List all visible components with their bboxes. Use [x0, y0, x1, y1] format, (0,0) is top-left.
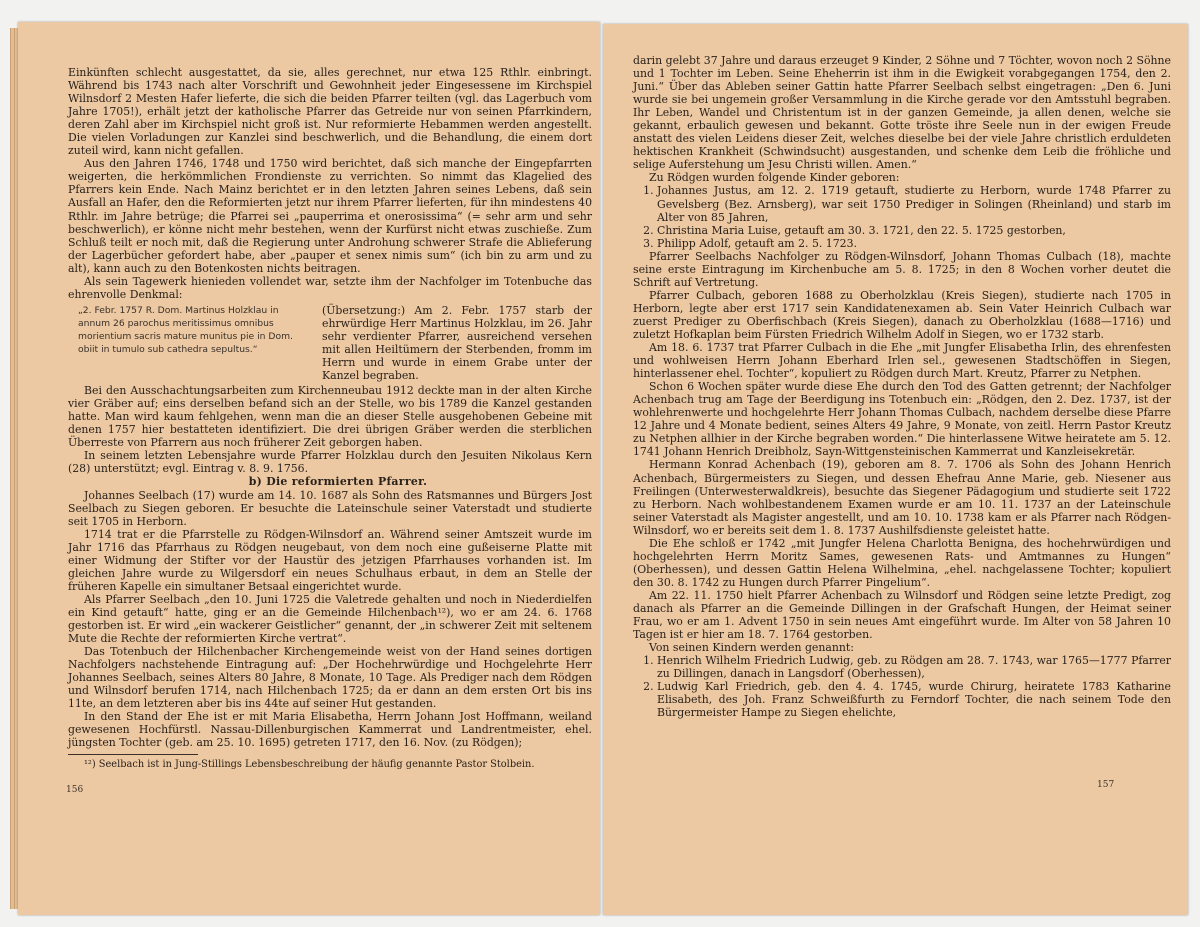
paragraph: In seinem letzten Lebensjahre wurde Pfarrer Holzklau durch den Jesuiten Nikolaus Kern (28) unterstützt; evgl. Eintrag v. 8. 9. 1756.: [68, 449, 592, 476]
paragraph: Hermann Konrad Achenbach (19), geboren am 8. 7. 1706 als Sohn des Johann Henrich Achenbach, Bürgermeisters zu Siegen, und dessen Ehefrau Anne Marie, geb. Niesener aus Freilingen (Unterwesterwaldkreis), besuchte das Siegener Pädagogium und studierte seit 1722 zu Herborn. Nach wohlbestandenem Examen wurde er am 10. 11. 1737 an der Lateinschule seiner Vaterstadt als Magister angestellt, und am 10. 10. 1738 kam er als Pfarrer nach Rödgen-Wilnsdorf, wo er bereits seit dem 1. 8. 1737 Aushilfsdienste geleistet hatte.: [633, 458, 1171, 537]
list-item: 3. Philipp Adolf, getauft am 2. 5. 1723.: [657, 237, 1171, 250]
children-list: [633, 654, 1171, 719]
paragraph: Pfarrer Seelbachs Nachfolger zu Rödgen-Wilnsdorf, Johann Thomas Culbach (18), machte seine erste Eintragung im Kirchenbuche am 5. 8. 1725; in den 8 Wochen vorher deutet die Schrift auf Vertretung.: [633, 249, 1171, 289]
paragraph: Die Ehe schloß er 1742 „mit Jungfer Helena Charlotta Benigna, des hochehrwürdigen und hochgelehrten Herrn Moritz Sames, gewesenen Rats- und Amtmannes zu Hungen“ (Oberhessen), und dessen Gattin Helena Wilhelmina, „ehel. nachgelassene Tochter; kopuliert den 30. 8. 1742 zu Hungen durch Pfarrer Pingelium“.: [633, 536, 1171, 589]
paragraph: In den Stand der Ehe ist er mit Maria Elisabetha, Herrn Johann Jost Hoffmann, weiland gewesenen Hochfürstl. Nassau-Dillenburgischen Kammerrat und Landrentmeister, ehel. jüngsten Tochter (geb. am 25. 10. 1695) getreten 1717, den 16. Nov. (zu Rödgen);: [68, 710, 592, 750]
paragraph: Als sein Tagewerk hienieden vollendet war, setzte ihm der Nachfolger im Totenbuche das ehrenvolle Denkmal:: [68, 274, 592, 301]
german-translation: (Übersetzung:) Am 2. Febr. 1757 starb der ehrwürdige Herr Martinus Holzklau, im 26. Jahr sehr verdienter Pfarrer, ausreichend versehen mit allen Heiltümern der Sterbenden, fromm im Herrn und wurde in einem Grabe unter der Kanzel begraben.: [322, 303, 592, 383]
footnote-rule: [68, 754, 198, 755]
paragraph: darin gelebt 37 Jahre und daraus erzeuget 9 Kinder, 2 Söhne und 7 Töchter, wovon noch 2 Söhne und 1 Tochter im Leben. Seine Eheherrin ist ihm in die Ewigkeit vorabgegangen 1754, den 2. Juni.“ Über das Ableben seiner Gattin hatte Pfarrer Seelbach selbst eingetragen: „Den 6. Juni wurde sie bei ungemein großer Versammlung in die Kirche gerade vor den Amtsstuhl begraben. Ihr Leben, Wandel und Christentum ist in der ganzen Gemeinde, ja allen denen, welche sie gekannt, erbaulich gewesen und bekannt. Gotte tröste ihre Seele nun in der ewigen Freude anstatt des vielen Leidens dieser Zeit, welches dieselbe bei der viele Jahre christlich erduldeten hektischen Krankheit (Schwindsucht) ausgestanden, und schenke dem Leib die fröhliche und selige Auferstehung um Jesu Christi willen. Amen.“: [633, 54, 1171, 172]
section-heading: b) Die reformierten Pfarrer.: [248, 475, 428, 489]
page-number-right: 157: [1097, 780, 1115, 790]
list-item: 1. Henrich Wilhelm Friedrich Ludwig, geb. zu Rödgen am 28. 7. 1743, war 1765—1777 Pfarrer zu Dillingen, danach in Langsdorf (Oberhessen),: [657, 654, 1171, 680]
paragraph: 1714 trat er die Pfarrstelle zu Rödgen-Wilnsdorf an. Während seiner Amtszeit wurde im Jahr 1716 das Pfarrhaus zu Rödgen neugebaut, von dem noch eine gußeiserne Platte mit einer Widmung der Stifter vor der Haustür des jetzigen Pfarrhauses vorhanden ist. Im gleichen Jahre wurde zu Wilgersdorf ein neues Schulhaus erbaut, in dem an Stelle der früheren Kapelle ein simultaner Betsaal eingerichtet wurde.: [68, 527, 592, 593]
paragraph: Von seinen Kindern werden genannt:: [649, 641, 854, 655]
latin-epitaph: „2. Febr. 1757 R. Dom. Martinus Holzklau in annum 26 parochus meritissimus omnibus morientium sacris mature munitus pie in Dom. obiit in tumulo sub cathedra sepultus.“: [78, 304, 293, 355]
paragraph: Pfarrer Culbach, geboren 1688 zu Oberholzklau (Kreis Siegen), studierte nach 1705 in Herborn, legte aber erst 1717 sein Kandidatenexamen ab. Sein Vater Heinrich Culbach war zuerst Prediger zu Oberfischbach (Kreis Siegen), danach zu Oberholzklau (1688—1716) und zuletzt Hofkaplan beim Fürsten Friedrich Wilhelm Adolf in Siegen, wo er 1732 starb.: [633, 288, 1171, 341]
paragraph: Zu Rödgen wurden folgende Kinder geboren:: [649, 171, 900, 185]
left-text-column: [68, 66, 592, 771]
epitaph-block: [68, 304, 592, 382]
list-item: 1. Johannes Justus, am 12. 2. 1719 getauft, studierte zu Herborn, wurde 1748 Pfarrer zu Gevelsberg (Bez. Arnsberg), war seit 1750 Prediger in Solingen (Rheinland) und starb im Alter von 85 Jahren,: [657, 184, 1171, 223]
paragraph: Am 18. 6. 1737 trat Pfarrer Culbach in die Ehe „mit Jungfer Elisabetha Irlin, des ehrenfesten und wohlweisen Herrn Johann Eberhard Irlen sel., gewesenen Stadtschöffen in Siegen, hinterlassener ehel. Tochter“, kopuliert zu Rödgen durch Mart. Kreutz, Pfarrer zu Netphen.: [633, 341, 1171, 381]
list-item: 2. Ludwig Karl Friedrich, geb. den 4. 4. 1745, wurde Chirurg, heiratete 1783 Katharine Elisabeth, des Joh. Franz Schweißfurth zu Ferndorf Tochter, die nach seinem Tode den Bürgermeister Hampe zu Siegen ehelichte,: [657, 680, 1171, 719]
paragraph: Schon 6 Wochen später wurde diese Ehe durch den Tod des Gatten getrennt; der Nachfolger Achenbach trug am Tage der Beerdigung ins Totenbuch ein: „Rödgen, den 2. Dez. 1737, ist der wohlehrenwerte und hochgelehrte Herr Johann Thomas Culbach, nachdem derselbe diese Pfarre 12 Jahre und 4 Monate bedient, seines Alters 49 Jahre, 9 Monate, von zeitl. Herrn Pastor Kreutz zu Netphen allhier in der Kirche begraben worden.“ Die hinterlassene Witwe heiratete am 5. 12. 1741 Johann Henrich Dreibholz, Sayn-Wittgensteinischen Kammerrat und Kanzleisekretär.: [633, 380, 1171, 459]
footnote: ¹²) Seelbach ist in Jung-Stillings Lebensbeschreibung der häufig genannte Pastor Stolbein.: [84, 759, 535, 771]
paragraph: Das Totenbuch der Hilchenbacher Kirchengemeinde weist von der Hand seines dortigen Nachfolgers nachstehende Eintragung auf: „Der Hochehrwürdige und Hochgelehrte Herr Johannes Seelbach, seines Alters 80 Jahre, 8 Monate, 10 Tage. Als Prediger nach dem Rödgen und Wilnsdorf berufen 1714, nach Hilchenbach 1725; da er dann an dem ersten Ort bis ins 11te, an dem letzteren aber bis ins 44te auf seiner Hut gestanden.: [68, 645, 592, 711]
list-item: 2. Christina Maria Luise, getauft am 30. 3. 1721, den 22. 5. 1725 gestorben,: [657, 224, 1171, 237]
paragraph: Bei den Ausschachtungsarbeiten zum Kirchenneubau 1912 deckte man in der alten Kirche vier Gräber auf; eins derselben befand sich an der Stelle, wo bis 1789 die Kanzel gestanden hatte. Man wird kaum fehlgehen, wenn man die an dieser Stelle ausgehobenen Gebeine mit denen 1757 hier bestatteten identifiziert. Die drei übrigen Gräber werden die sterblichen Überreste von Pfarrern aus noch früherer Zeit geborgen haben.: [68, 384, 592, 450]
paragraph: Johannes Seelbach (17) wurde am 14. 10. 1687 als Sohn des Ratsmannes und Bürgers Jost Seelbach zu Siegen geboren. Er besuchte die Lateinschule seiner Vaterstadt und studierte seit 1705 in Herborn.: [68, 488, 592, 528]
paragraph: Aus den Jahren 1746, 1748 und 1750 wird berichtet, daß sich manche der Eingepfarrten weigerten, die herkömmlichen Frondienste zu verrichten. So nimmt das Klagelied des Pfarrers kein Ende. Nach Mainz berichtet er in den letzten Jahren seines Lebens, daß sein Ausfall an Hafer, den die Reformierten jetzt nur ihrem Pfarrer lieferten, für ihn mindestens 40 Rthlr. im Jahre betrüge; die Pfarrei sei „pauperrima et onerosissima“ (= sehr arm und sehr beschwerlich), er könne nicht mehr bestehen, wenn der Kurfürst nicht etwas zuschieße. Zum Schluß teilt er noch mit, daß die Regierung unter Androhung schwerer Strafe die Ablieferung der Lagerbücher gefordert habe, aber „pauper et senex nimis sum“ (ich bin zu arm und zu alt), kann auch zu den Botenkosten nichts beitragen.: [68, 157, 592, 275]
paragraph: Einkünften schlecht ausgestattet, da sie, alles gerechnet, nur etwa 125 Rthlr. einbringt. Während bis 1743 nach alter Vorschrift und Gewohnheit jeder Eingesessene im Kirchspiel Wilnsdorf 2 Mesten Hafer lieferte, die sich die beiden Pfarrer teilten (vgl. das Lagerbuch vom Jahre 1705!), erhält jetzt der katholische Pfarrer das Getreide nur von seinen Pfarrkindern, deren Zahl aber im Kirchspiel nicht groß ist. Nur reformierte Hebammen werden angestellt. Die vielen Vorladungen zur Kanzlei sind beschwerlich, und die Behandlung, die einem dort zuteil wird, kann nicht gefallen.: [68, 66, 592, 158]
paragraph: Am 22. 11. 1750 hielt Pfarrer Achenbach zu Wilnsdorf und Rödgen seine letzte Predigt, zog danach als Pfarrer an die Gemeinde Dillingen in der Grafschaft Hungen, der Heimat seiner Frau, wo er am 1. Advent 1750 in sein neues Amt eingeführt wurde. Im Alter von 58 Jahren 10 Tagen ist er hier am 18. 7. 1764 gestorben.: [633, 588, 1171, 642]
paragraph: Als Pfarrer Seelbach „den 10. Juni 1725 die Valetrede gehalten und noch in Niederdielfen ein Kind getauft“ hatte, ging er an die Gemeinde Hilchenbach¹²), wo er am 24. 6. 1768 gestorben ist. Er wird „ein wackerer Geistlicher“ genannt, der „in schwerer Zeit mit seltenem Mute die Rechte der reformierten Kirche vertrat“.: [68, 592, 592, 646]
children-list: [633, 184, 1171, 249]
page-number-left: 156: [66, 785, 84, 795]
right-text-column: [633, 54, 1171, 719]
left-page: [18, 22, 600, 915]
